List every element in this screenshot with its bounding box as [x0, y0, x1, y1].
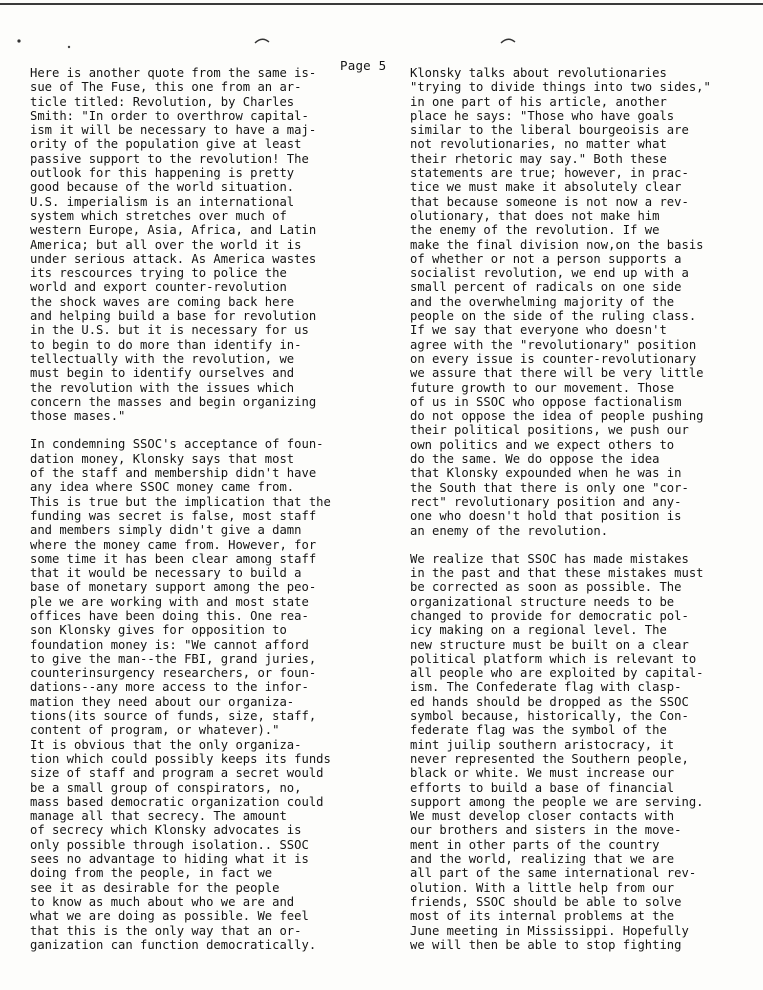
text-line: most of its internal problems at the	[410, 909, 675, 924]
text-line: socialist revolution, we end up with a	[410, 266, 689, 281]
text-line: changed to provide for democratic pol-	[410, 608, 689, 623]
text-line: It is obvious that the only organiza-	[30, 737, 302, 752]
text-line: dations--any more access to the infor-	[30, 680, 309, 695]
text-line: that it would be necessary to build a	[30, 566, 302, 581]
text-line: their rhetoric may say." Both these	[410, 151, 667, 166]
text-line: the revolution with the issues which	[30, 380, 295, 395]
text-line: ority of the population give at least	[30, 137, 302, 152]
text-line: ment in other parts of the country	[410, 837, 660, 852]
text-line: in the U.S. but it is necessary for us	[30, 323, 309, 338]
text-line: We must develop closer contacts with	[410, 809, 675, 824]
text-line: new structure must be built on a clear	[410, 637, 689, 652]
text-line: be a small group of conspirators, no,	[30, 780, 302, 795]
text-line: This is true but the implication that the	[30, 494, 331, 509]
text-line: counterinsurgency researchers, or foun-	[30, 666, 317, 681]
text-line: any idea where SSOC money came from.	[30, 480, 295, 495]
scan-dot	[16, 38, 24, 44]
text-line: size of staff and program a secret would	[30, 766, 324, 781]
text-line: to begin to do more than identify in-	[30, 337, 302, 352]
text-line: ticle titled: Revolution, by Charles	[30, 94, 295, 109]
text-line: to give the man--the FBI, grand juries,	[30, 651, 317, 666]
text-line: America; but all over the world it is	[30, 237, 302, 252]
text-line: where the money came from. However, for	[30, 537, 317, 552]
text-line: organizational structure needs to be	[410, 594, 675, 609]
text-line: manage all that secrecy. The amount	[30, 809, 287, 824]
text-line: symbol because, historically, the Con-	[410, 709, 689, 724]
text-line: mation they need about our organiza-	[30, 694, 295, 709]
text-line: support among the people we are serving.	[410, 794, 704, 809]
text-line: of whether or not a person supports a	[410, 251, 682, 266]
text-line: of secrecy which Klonsky advocates is	[30, 823, 302, 838]
text-line: people on the side of the ruling class.	[410, 309, 697, 324]
text-line: we assure that there will be very little	[410, 366, 704, 381]
text-line: concern the masses and begin organizing	[30, 394, 317, 409]
text-line: dation money, Klonsky says that most	[30, 451, 295, 466]
text-line: of us in SSOC who oppose factionalism	[410, 394, 682, 409]
text-line: an enemy of the revolution.	[410, 523, 609, 538]
text-line: to know as much about who we are and	[30, 894, 295, 909]
text-line: own politics and we expect others to	[410, 437, 675, 452]
text-line: agree with the "revolutionary" position	[410, 337, 697, 352]
text-line: tellectually with the revolution, we	[30, 351, 295, 366]
text-line: that Klonsky expounded when he was in	[410, 466, 682, 481]
page-number: Page 5	[340, 58, 387, 73]
text-line: ed hands should be dropped as the SSOC	[410, 694, 689, 709]
text-line: that this is the only way that an or-	[30, 923, 302, 938]
text-line: future growth to our movement. Those	[410, 380, 675, 395]
text-line: offices have been doing this. One rea-	[30, 608, 309, 623]
text-line: those mases."	[30, 409, 126, 424]
text-line: and members simply didn't give a damn	[30, 523, 302, 538]
text-line: ganization can function democratically.	[30, 937, 317, 952]
text-line: tions(its source of funds, size, staff,	[30, 709, 317, 724]
text-line: good because of the world situation.	[30, 180, 295, 195]
text-line: world and export counter-revolution	[30, 280, 287, 295]
text-line: never represented the Southern people,	[410, 751, 689, 766]
text-line: Here is another quote from the same is-	[30, 66, 317, 80]
text-line: all people who are exploited by capital-	[410, 666, 704, 681]
scan-mark	[500, 36, 516, 44]
paragraph	[410, 66, 718, 538]
text-line: our brothers and sisters in the move-	[410, 823, 682, 838]
text-line: passive support to the revolution! The	[30, 151, 309, 166]
text-line: only possible through isolation.. SSOC	[30, 837, 309, 852]
text-line: "trying to divide things into two sides,"	[410, 80, 711, 95]
text-line: political platform which is relevant to	[410, 651, 697, 666]
text-line: tice we must make it absolutely clear	[410, 180, 682, 195]
text-line: Smith: "In order to overthrow capital-	[30, 108, 309, 123]
text-line: We realize that SSOC has made mistakes	[410, 551, 689, 566]
text-line: ism it will be necessary to have a maj-	[30, 123, 317, 138]
text-line: olution. With a little help from our	[410, 880, 675, 895]
text-line: make the final division now,on the basis	[410, 237, 704, 252]
text-line: icy making on a regional level. The	[410, 623, 667, 638]
text-line: tion which could possibly keeps its funds	[30, 751, 331, 766]
text-line: some time it has been clear among staff	[30, 551, 317, 566]
scan-mark	[254, 36, 270, 44]
text-line: western Europe, Asia, Africa, and Latin	[30, 223, 317, 238]
text-line: small percent of radicals on one side	[410, 280, 682, 295]
text-line: mass based democratic organization could	[30, 794, 324, 809]
text-line: son Klonsky gives for opposition to	[30, 623, 287, 638]
paragraph	[30, 437, 348, 952]
text-line: June meeting in Mississippi. Hopefully	[410, 923, 689, 938]
text-line: on every issue is counter-revolutionary	[410, 351, 697, 366]
text-line: do the same. We do oppose the idea	[410, 452, 660, 467]
text-line: content of program, or whatever)."	[30, 723, 280, 738]
text-line: what we are doing as possible. We feel	[30, 909, 309, 924]
text-line: and the world, realizing that we are	[410, 852, 675, 867]
text-line: system which stretches over much of	[30, 208, 287, 223]
text-line: and helping build a base for revolution	[30, 309, 317, 324]
text-line: Klonsky talks about revolutionaries	[410, 66, 667, 80]
text-line: of the staff and membership didn't have	[30, 466, 317, 481]
text-line: see it as desirable for the people	[30, 880, 280, 895]
text-line: ple we are working with and most state	[30, 594, 309, 609]
text-line: U.S. imperialism is an international	[30, 194, 295, 209]
text-line: In condemning SSOC's acceptance of foun-	[30, 437, 324, 452]
text-line: place he says: "Those who have goals	[410, 108, 675, 123]
scan-dot	[66, 44, 74, 50]
text-line: all part of the same international rev-	[410, 866, 697, 881]
text-line: under serious attack. As America wastes	[30, 251, 317, 266]
text-line: mint juilip southern aristocracy, it	[410, 737, 675, 752]
text-line: not revolutionaries, no matter what	[410, 137, 667, 152]
text-line: base of monetary support among the peo-	[30, 580, 317, 595]
left-column	[30, 66, 348, 952]
page-top-rule	[0, 3, 763, 5]
text-line: efforts to build a base of financial	[410, 780, 675, 795]
text-line: foundation money is: "We cannot afford	[30, 637, 309, 652]
text-line: in one part of his article, another	[410, 94, 667, 109]
text-line: do not oppose the idea of people pushing	[410, 409, 704, 424]
text-line: outlook for this happening is pretty	[30, 166, 295, 181]
text-line: and the overwhelming majority of the	[410, 294, 675, 309]
text-line: must begin to identify ourselves and	[30, 366, 295, 381]
text-line: funding was secret is false, most staff	[30, 508, 317, 523]
text-line: that because someone is not now a rev-	[410, 194, 689, 209]
text-line: its rescources trying to police the	[30, 266, 287, 281]
right-column	[410, 66, 718, 952]
text-line: rect" revolutionary position and any-	[410, 494, 682, 509]
text-line: the shock waves are coming back here	[30, 294, 295, 309]
text-line: be corrected as soon as possible. The	[410, 580, 682, 595]
text-line: If we say that everyone who doesn't	[410, 323, 667, 338]
text-line: similar to the liberal bourgeoisis are	[410, 123, 689, 138]
text-line: olutionary, that does not make him	[410, 208, 660, 223]
paragraph	[410, 552, 718, 952]
text-line: doing from the people, in fact we	[30, 866, 273, 881]
text-line: we will then be able to stop fighting	[410, 937, 682, 952]
text-line: black or white. We must increase our	[410, 766, 675, 781]
text-line: statements are true; however, in prac-	[410, 166, 689, 181]
text-line: federate flag was the symbol of the	[410, 723, 667, 738]
text-line: the South that there is only one "cor-	[410, 480, 689, 495]
paragraph	[30, 66, 348, 423]
text-line: in the past and that these mistakes must	[410, 566, 704, 581]
text-line: sue of The Fuse, this one from an ar-	[30, 80, 302, 95]
text-line: friends, SSOC should be able to solve	[410, 894, 682, 909]
text-line: one who doesn't hold that position is	[410, 509, 682, 524]
text-line: sees no advantage to hiding what it is	[30, 852, 309, 867]
text-line: the enemy of the revolution. If we	[410, 223, 660, 238]
text-line: their political positions, we push our	[410, 423, 689, 438]
text-line: ism. The Confederate flag with clasp-	[410, 680, 682, 695]
